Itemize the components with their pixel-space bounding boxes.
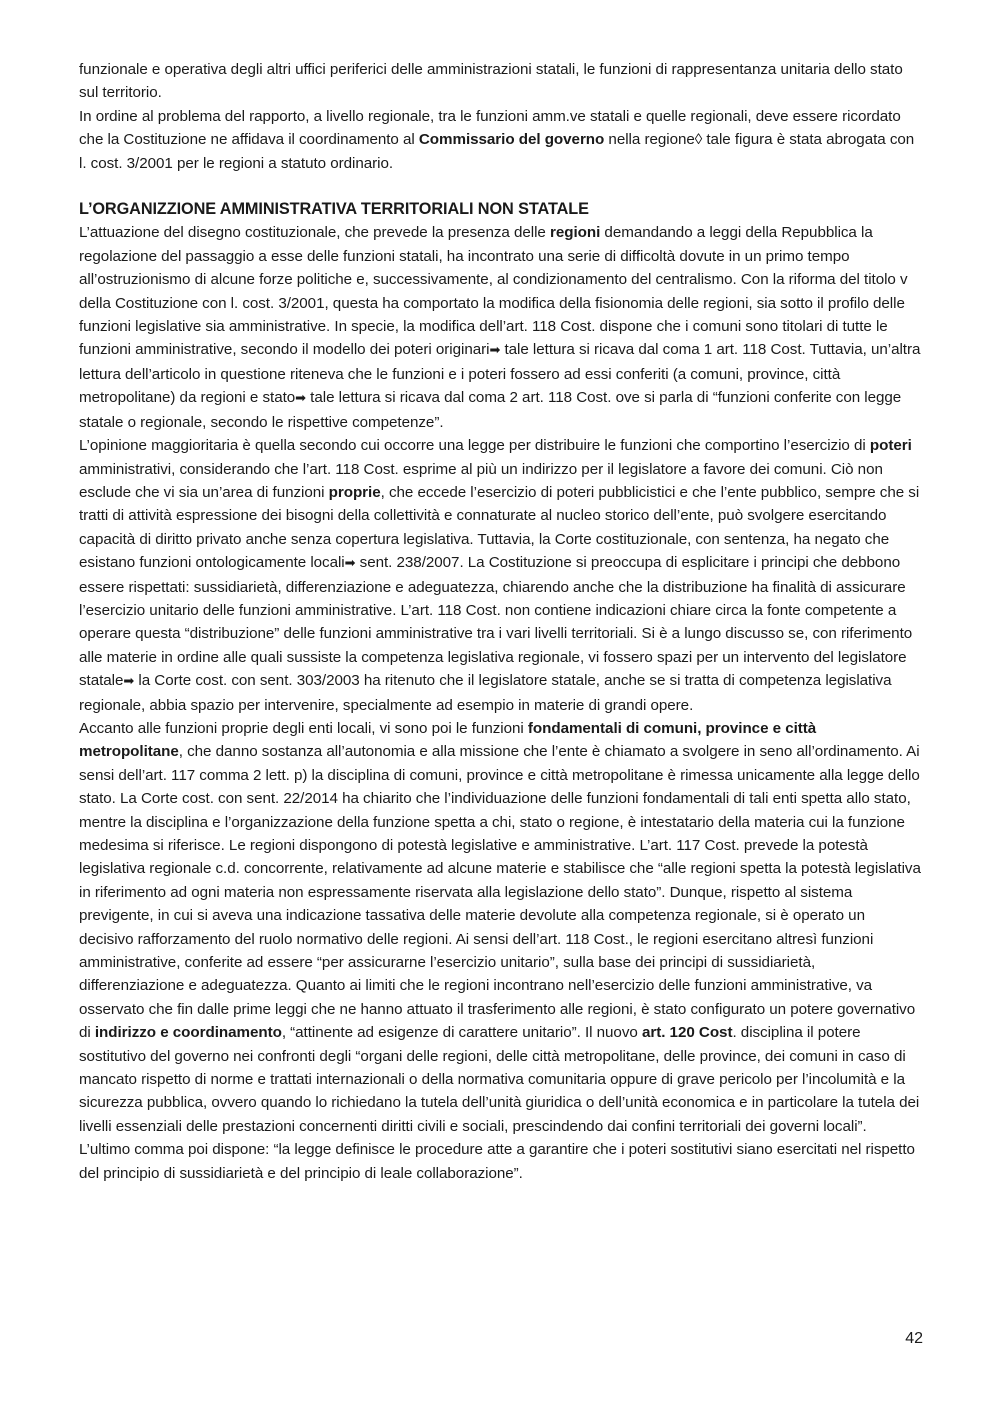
bold-term-art-120: art. 120 Cost [641,1024,733,1042]
text-run: tale lettura si ricava dal coma 1 art. 118 Cost. Tuttavia, un’altra lettura dell’articolo in questione riteneva che le funzioni e i poteri fossero ad essi conferiti (a comuni, province, città metropolitane) da regioni e stato [79,341,921,407]
text-run: , che eccede l’esercizio di poteri pubblicistici e che l’ente pubblico, sempre che si tratti di attività espressione dei bisogni della collettività e connaturate al nucleo storico dell’ente, può svolgere esercitando capacità di diritto privato anche senza copertura legislativa. Tuttavia, la Corte costituzionale, con sentenza, ha negato che esistano funzioni ontologicamente locali [79,483,920,572]
page-number: 42 [905,1330,923,1347]
text-run: L’attuazione del disegno costituzionale, che prevede la presenza delle [79,224,550,242]
text-run: funzionale e operativa degli altri uffici periferici delle amministrazioni statali, le funzioni di rappresentanza unitaria dello stato sul territorio. [79,61,903,102]
text-run: , “attinente ad esigenze di carattere unitario”. Il nuovo [281,1024,642,1042]
bold-term-poteri: poteri [869,437,912,455]
bold-term-funzioni-fondamentali: fondamentali di comuni, province e città metropolitane [79,719,817,761]
text-run: L’opinione maggioritaria è quella secondo cui occorre una legge per distribuire le funzioni che comportino l’esercizio di [79,437,870,455]
text-run: amministrativi, considerando che l’art. 118 Cost. esprime al più un indirizzo per il legislatore a favore dei comuni. Ciò non esclude che vi sia un’area di funzioni [79,460,883,501]
bold-term-proprie: proprie [328,483,381,501]
text-run: , che danno sostanza all’autonomia e alla missione che l’ente è chiamato a svolgere in seno all’ordinamento. Ai sensi dell’art. 117 comma 2 lett. p) la disciplina di comuni, province e città metropolitane è rimessa unicamente alla legge dello stato. La Corte cost. con sent. 22/2014 ha chiarito che l’individuazione delle funzioni fondamentali di tali enti spetta allo stato, mentre la disciplina e l’organizzazione della funzione spetta a chi, stato o regione, è intestatario della materia cui la funzione medesima si riferisce. Le regioni dispongono di potestà legislative e amministrative. L’art. 117 Cost. prevede la potestà legislativa regionale c.d. concorrente, relativamente ad alcune materie e stabilisce che “alle regioni spetta la potestà legislativa in riferimento ad ogni materia non espressamente riservata alla legislazione dello stato”. Dunque, rispetto al sistema previgente, in cui si aveva una indicazione tassativa delle materie devolute alla competenza regionale, si è operato un decisivo rafforzamento del ruolo normativo delle regioni. Ai sensi dell’art. 118 Cost., le regioni esercitano altresì funzioni amministrative, conferite ad essere “per assicurarne l’esercizio unitario”, sulla base dei principi di sussidiarietà, differenziazione e adeguatezza. Quanto ai limiti che le regioni incontrano nell’esercizio delle funzioni amministrative, va osservato che fin dalle prime leggi che ne hanno attuato il trasferimento alle regioni, è stato configurato un potere governativo di [79,743,921,1042]
bold-term-commissario: Commissario del governo [418,131,605,149]
right-arrow-icon: ➡ [489,343,501,359]
bold-term-regioni: regioni [549,224,601,242]
right-arrow-icon: ➡ [344,556,356,572]
section-paragraph-3 [79,717,921,1185]
right-arrow-icon: ➡ [295,391,307,407]
bold-term-indirizzo-coordinamento: indirizzo e coordinamento [94,1024,282,1042]
text-run: . disciplina il potere sostitutivo del governo nei confronti degli “organi delle regioni, delle città metropolitane, delle province, dei comuni in caso di mancato rispetto di norme e trattati internazionali o della normativa comunitaria oppure di grave pericolo per l’incolumità e la sicurezza pubblica, ovvero quando lo richiedano la tutela dell’unità giuridica o dell’unità economica e in particolare la tutela dei livelli essenziali delle prestazioni concernenti diritti civili e sociali, prescindendo dai confini territoriali dei governi locali”. L’ultimo comma poi dispone: “la legge definisce le procedure atte a garantire che i poteri sostitutivi siano esercitati nel rispetto del principio di sussidiarietà e del principio di leale collaborazione”. [79,1024,920,1182]
text-run: tale lettura si ricava dal coma 2 art. 118 Cost. ove si parla di “funzioni conferite con legge statale o regionale, secondo le rispettive competenze”. [79,389,902,431]
text-run: nella regione◊ tale figura è stata abrogata con l. cost. 3/2001 per le regioni a statuto ordinario. [79,131,915,172]
section-heading: L’ORGANIZZIONE AMMINISTRATIVA TERRITORIALI NON STATALE [79,200,589,219]
text-run: demandando a leggi della Repubblica la regolazione del passaggio a esse delle funzioni statali, ha incontrato una serie di difficoltà dovute in un primo tempo all’ostruzionismo di alcune forze politiche e, successivamente, al condizionamento del centralismo. Con la riforma del titolo v della Costituzione con l. cost. 3/2001, questa ha comportato la modifica della fisionomia delle regioni, sia sotto il profilo delle funzioni legislative sia amministrative. In specie, la modifica dell’art. 118 Cost. dispone che i comuni sono titolari di tutte le funzioni amministrative, secondo il modello dei poteri originari [79,224,908,359]
text-run: sent. 238/2007. La Costituzione si preoccupa di esplicitare i principi che debbono essere rispettati: sussidiarietà, differenziazione e adeguatezza, chiarendo anche che la distribuzione ha finalità di assicurare l’esercizio unitario delle funzioni amministrative. L’art. 118 Cost. non contiene indicazioni chiare circa la fonte competente a operare questa “distribuzione” delle funzioni amministrative tra i vari livelli territoriali. Si è a lungo discusso se, con riferimento alle materie in ordine alle quali sussiste la competenza legislativa regionale, vi fossero spazi per un intervento del legislatore statale [79,554,913,690]
intro-paragraph-2 [79,105,921,175]
section-paragraph-1 [79,221,921,434]
text-run: Accanto alle funzioni proprie degli enti locali, vi sono poi le funzioni [79,719,528,737]
text-run: la Corte cost. con sent. 303/2003 ha ritenuto che il legislatore statale, anche se si tratta di competenza legislativa regionale, abbia spazio per intervenire, specialmente ad esempio in materie di grandi opere. [79,672,892,714]
right-arrow-icon: ➡ [123,674,135,690]
text-run: In ordine al problema del rapporto, a livello regionale, tra le funzioni amm.ve statali e quelle regionali, deve essere ricordato che la Costituzione ne affidava il coordinamento al [79,107,901,149]
page-body [79,58,921,1185]
section-paragraph-2 [79,434,921,717]
intro-paragraph-1 [79,58,921,105]
